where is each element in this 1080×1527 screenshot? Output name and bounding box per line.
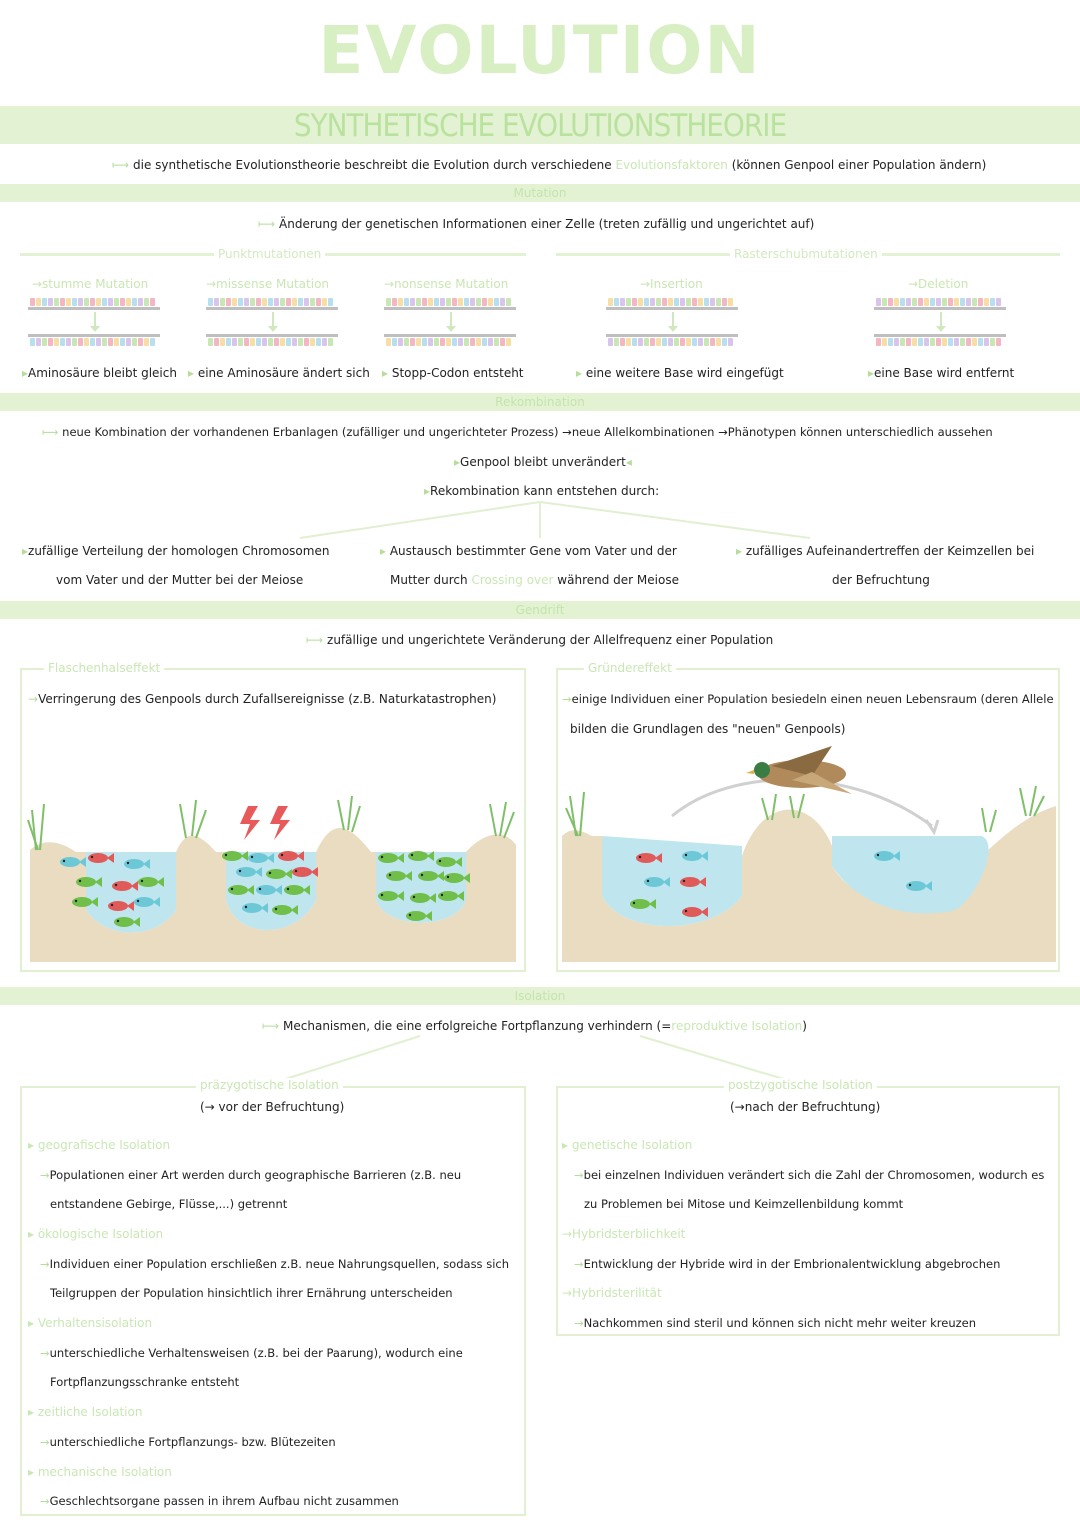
dna-strand xyxy=(606,334,738,348)
mutation-definition: ⟼ Änderung der genetischen Informationen einer Zelle (treten zufällig und ungerichtet auf) xyxy=(258,217,815,231)
isolation-type-text: entstandene Gebirge, Flüsse,...) getrennt xyxy=(50,1197,288,1211)
isolation-type-text: →Nachkommen sind steril und können sich nicht mehr weiter kreuzen xyxy=(574,1316,977,1330)
rekombination-branches xyxy=(0,498,1080,542)
isolation-type-label: ▸ mechanische Isolation xyxy=(28,1465,172,1479)
dna-strand xyxy=(384,296,516,310)
isolation-type-label: ▸ Verhaltensisolation xyxy=(28,1316,153,1330)
isolation-type-text: →Individuen einer Population erschließen z.B. neue Nahrungsquellen, sodass sich xyxy=(40,1257,510,1271)
praezygotisch-sub: (→ vor der Befruchtung) xyxy=(200,1100,345,1114)
rekombination-causes-intro: ▸Rekombination kann entstehen durch: xyxy=(424,484,660,498)
isolation-type-text: →unterschiedliche Fortpflanzungs- bzw. Blütezeiten xyxy=(40,1435,336,1449)
postzygotisch-title: postzygotische Isolation xyxy=(724,1078,877,1092)
rekombination-cause: ▸ zufälliges Aufeinandertreffen der Keimzellen bei xyxy=(736,544,1035,558)
gendrift-definition: ⟼ zufällige und ungerichtete Veränderung der Allelfrequenz einer Population xyxy=(306,633,774,647)
mutation-result: ▸ eine Aminosäure ändert sich xyxy=(188,366,370,380)
praezygotisch-title: präzygotische Isolation xyxy=(196,1078,343,1092)
flaschenhals-title: Flaschenhalseffekt xyxy=(44,661,164,675)
isolation-type-text: zu Problemen bei Mitose und Keimzellenbildung kommt xyxy=(584,1197,904,1211)
rekombination-cause: Mutter durch Crossing over während der Meiose xyxy=(390,573,679,587)
mutation-result: ▸Aminosäure bleibt gleich xyxy=(22,366,177,380)
isolation-type-label: →Hybridsterilität xyxy=(562,1286,662,1300)
isolation-type-text: →Geschlechtsorgane passen in ihrem Aufbau nicht zusammen xyxy=(40,1494,399,1508)
dna-strand xyxy=(206,296,338,310)
dna-strand xyxy=(874,296,1006,310)
isolation-type-text: →bei einzelnen Individuen verändert sich die Zahl der Chromosomen, wodurch es xyxy=(574,1168,1045,1182)
rekombination-cause: ▸ Austausch bestimmter Gene vom Vater und der xyxy=(380,544,677,558)
isolation-type-text: Fortpflanzungsschranke entsteht xyxy=(50,1375,240,1389)
duck-icon xyxy=(746,746,852,794)
mutation-type-label: →Deletion xyxy=(908,277,969,291)
isolation-type-label: ▸ ökologische Isolation xyxy=(28,1227,164,1241)
flaschenhals-illustration xyxy=(26,740,520,962)
dna-strand xyxy=(28,296,160,310)
isolation-definition: ⟼ Mechanismen, die eine erfolgreiche Fortpflanzung verhindern (=reproduktive Isolation) xyxy=(262,1019,807,1033)
mutation-type-label: →missense Mutation xyxy=(206,277,330,291)
dna-strand xyxy=(206,334,338,348)
mutation-type-label: →stumme Mutation xyxy=(32,277,149,291)
mutation-heading: Mutation xyxy=(513,186,567,200)
page-title: EVOLUTION xyxy=(318,12,762,89)
isolation-type-text: →unterschiedliche Verhaltensweisen (z.B. bei der Paarung), wodurch eine xyxy=(40,1346,463,1360)
gruender-illustration xyxy=(562,736,1056,962)
gruender-text: bilden die Grundlagen des "neuen" Genpools) xyxy=(570,722,846,736)
raster-heading: Rasterschubmutationen xyxy=(730,247,882,261)
isolation-type-text: →Entwicklung der Hybride wird in der Embrionalentwicklung abgebrochen xyxy=(574,1257,1001,1271)
dna-strand xyxy=(606,296,738,310)
mutation-result: ▸ Stopp-Codon entsteht xyxy=(382,366,524,380)
arrow-down-icon xyxy=(940,312,942,330)
rekombination-cause: der Befruchtung xyxy=(832,573,930,587)
isolation-heading: Isolation xyxy=(514,989,566,1003)
rekombination-cause: ▸zufällige Verteilung der homologen Chromosomen xyxy=(22,544,330,558)
mutation-type-label: →Insertion xyxy=(640,277,703,291)
isolation-type-label: →Hybridsterblichkeit xyxy=(562,1227,686,1241)
mutation-result: ▸eine Base wird entfernt xyxy=(868,366,1015,380)
dna-strand xyxy=(28,334,160,348)
rekombination-definition: ⟼ neue Kombination der vorhandenen Erbanlagen (zufälliger und ungerichteter Prozess) →neue Allelkombinationen →Phänotypen können unterschiedlich aussehen xyxy=(42,425,993,439)
arrow-down-icon xyxy=(94,312,96,330)
rekombination-cause: vom Vater und der Mutter bei der Meiose xyxy=(56,573,304,587)
genpool-note: ▸Genpool bleibt unverändert◂ xyxy=(454,455,632,469)
isolation-type-label: ▸ geografische Isolation xyxy=(28,1138,171,1152)
page-subtitle: SYNTHETISCHE EVOLUTIONSTHEORIE xyxy=(293,108,787,144)
mutation-result: ▸ eine weitere Base wird eingefügt xyxy=(576,366,784,380)
arrow-down-icon xyxy=(450,312,452,330)
postzygotisch-sub: (→nach der Befruchtung) xyxy=(730,1100,881,1114)
flaschenhals-text: →Verringerung des Genpools durch Zufallsereignisse (z.B. Naturkatastrophen) xyxy=(28,692,497,706)
arrow-down-icon xyxy=(672,312,674,330)
mutation-type-label: →nonsense Mutation xyxy=(384,277,509,291)
punkt-heading: Punktmutationen xyxy=(214,247,325,261)
isolation-type-text: →Populationen einer Art werden durch geographische Barrieren (z.B. neu xyxy=(40,1168,462,1182)
isolation-type-text: Teilgruppen der Population hinsichtlich ihrer Ernährung unterscheiden xyxy=(50,1286,453,1300)
rekombination-heading: Rekombination xyxy=(495,395,585,409)
arrow-down-icon xyxy=(272,312,274,330)
isolation-type-label: ▸ zeitliche Isolation xyxy=(28,1405,143,1419)
gruender-text: →einige Individuen einer Population besiedeln einen neuen Lebensraum (deren Allele xyxy=(562,692,1054,706)
gendrift-heading: Gendrift xyxy=(515,603,565,617)
intro-line: ⟼ die synthetische Evolutionstheorie beschreibt die Evolution durch verschiedene Evolutionsfaktoren (können Genpool einer Population ändern) xyxy=(112,158,987,172)
isolation-type-label: ▸ genetische Isolation xyxy=(562,1138,693,1152)
isolation-branches xyxy=(0,1032,1080,1092)
dna-strand xyxy=(384,334,516,348)
gruender-title: Gründereffekt xyxy=(584,661,676,675)
dna-strand xyxy=(874,334,1006,348)
